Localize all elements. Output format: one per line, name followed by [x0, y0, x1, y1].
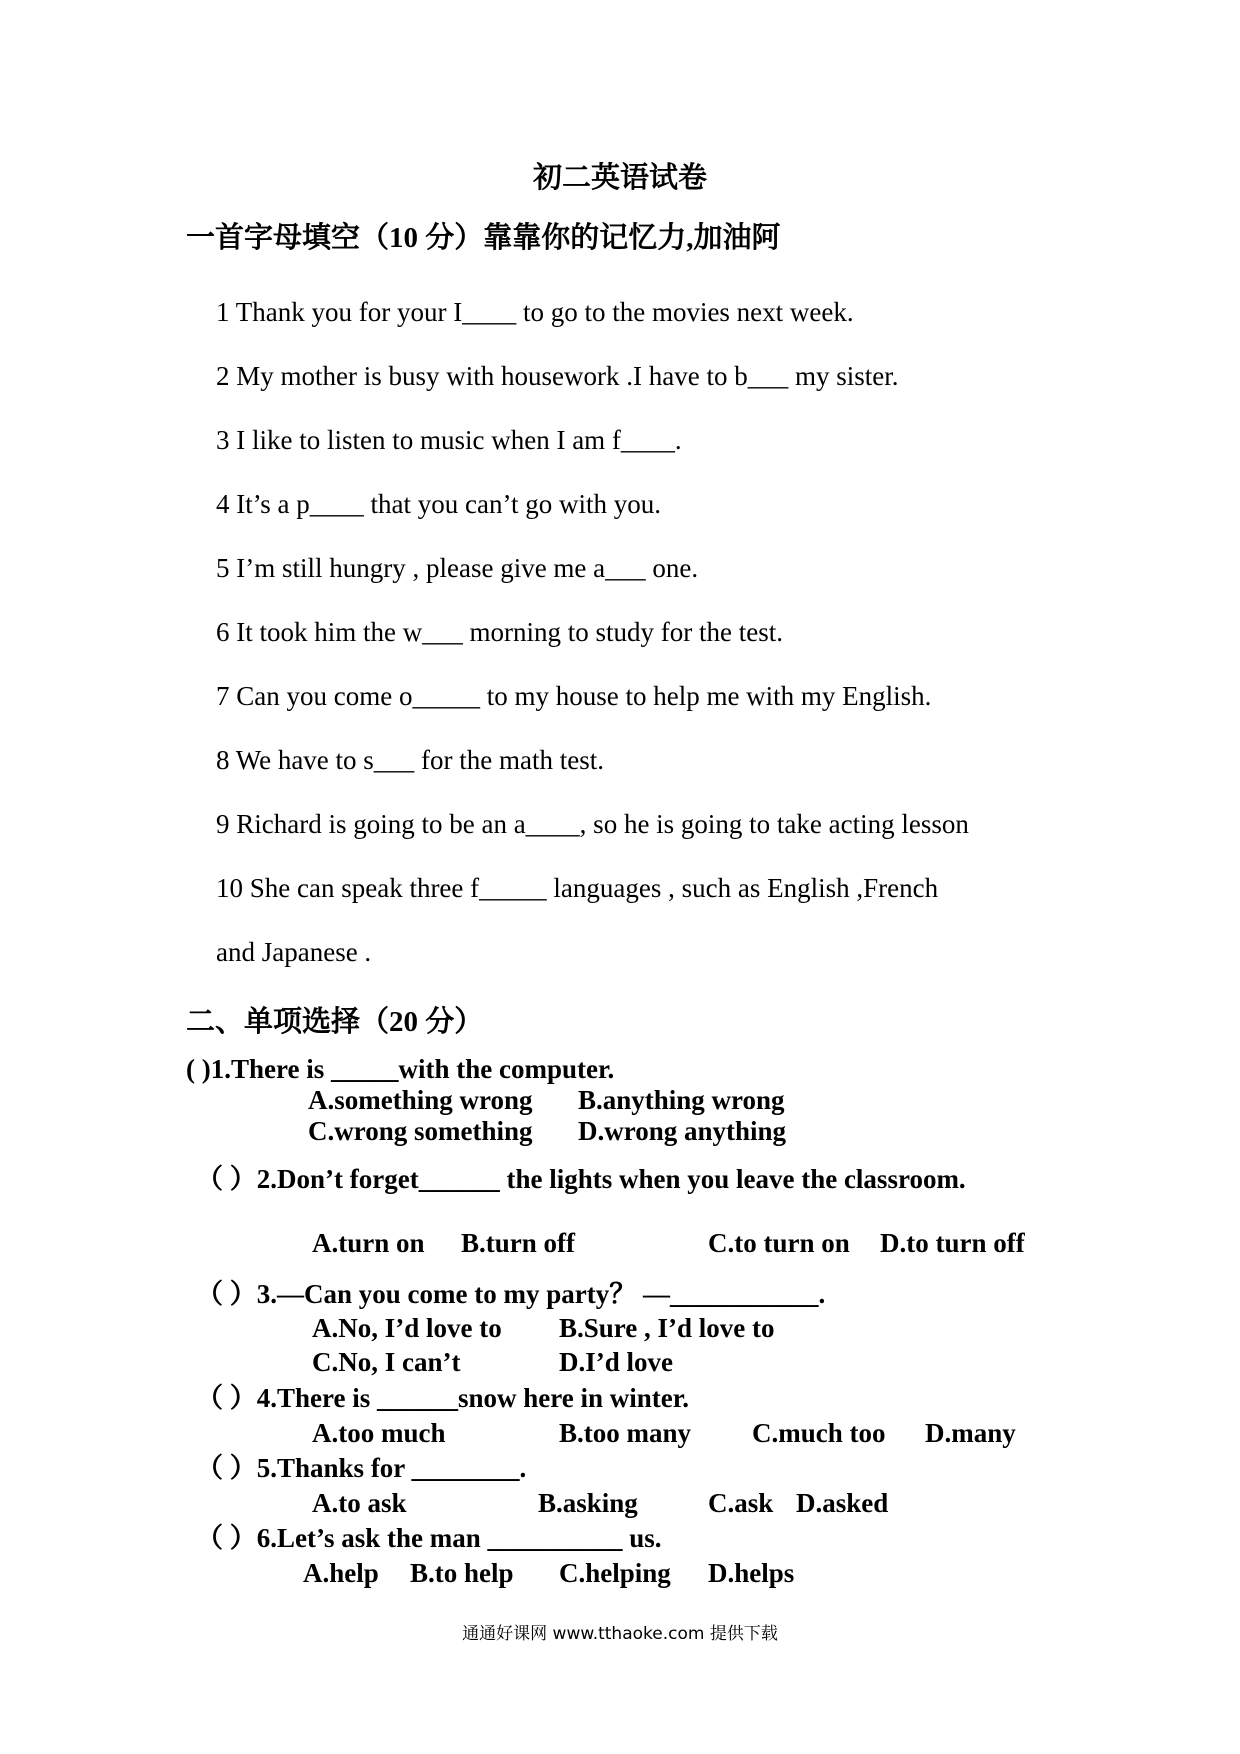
question-4-option-c: C.much too	[752, 1418, 886, 1448]
question-5-option-b: B.asking	[538, 1488, 638, 1518]
question-4-stem: （ ）4.There is ______snow here in winter.	[196, 1383, 690, 1413]
fill-item-3: 3 I like to listen to music when I am f____.	[216, 425, 682, 455]
question-5-option-d: D.asked	[796, 1488, 889, 1518]
fill-item-4: 4 It’s a p____ that you can’t go with you.	[216, 489, 661, 519]
question-4-option-b: B.too many	[559, 1418, 692, 1448]
question-1-option-b: B.anything wrong	[578, 1085, 785, 1115]
question-5-option-a: A.to ask	[312, 1488, 407, 1518]
fill-item-10-cont: and Japanese .	[216, 937, 372, 967]
question-1-option-c: C.wrong something	[308, 1116, 533, 1146]
fill-item-2: 2 My mother is busy with housework .I have to b___ my sister.	[216, 361, 899, 391]
question-4-option-d: D.many	[925, 1418, 1016, 1448]
fill-item-6: 6 It took him the w___ morning to study for the test.	[216, 617, 783, 647]
question-2-stem: （ ）2.Don’t forget______ the lights when you leave the classroom.	[196, 1164, 966, 1194]
question-3-option-d: D.I’d love	[559, 1347, 673, 1377]
question-2-option-c: C.to turn on	[708, 1228, 850, 1258]
page-title: 初二英语试卷	[532, 162, 707, 194]
fill-item-10: 10 She can speak three f_____ languages , such as English ,French	[216, 873, 939, 903]
question-5-option-c: C.ask	[708, 1488, 774, 1518]
question-2-option-a: A.turn on	[312, 1228, 425, 1258]
question-1-option-d: D.wrong anything	[578, 1116, 787, 1146]
question-6-option-c: C.helping	[559, 1558, 671, 1588]
question-2-option-b: B.turn off	[461, 1228, 575, 1258]
fill-item-7: 7 Can you come o_____ to my house to help me with my English.	[216, 681, 932, 711]
section1-heading: 一首字母填空（10 分）靠靠你的记忆力,加油阿	[186, 222, 781, 254]
question-3-stem: （ ）3.—Can you come to my party？ —___________.	[196, 1279, 826, 1309]
fill-item-1: 1 Thank you for your I____ to go to the movies next week.	[216, 297, 854, 327]
question-6-option-d: D.helps	[708, 1558, 795, 1588]
fill-item-9: 9 Richard is going to be an a____, so he is going to take acting lesson	[216, 809, 969, 839]
fill-item-5: 5 I’m still hungry , please give me a___ one.	[216, 553, 699, 583]
fill-item-8: 8 We have to s___ for the math test.	[216, 745, 604, 775]
question-1-stem: ( )1.There is _____with the computer.	[186, 1054, 615, 1084]
question-1-option-a: A.something wrong	[308, 1085, 533, 1115]
question-2-option-d: D.to turn off	[880, 1228, 1025, 1258]
question-5-stem: （ ）5.Thanks for ________.	[196, 1453, 527, 1483]
question-6-stem: （ ）6.Let’s ask the man __________ us.	[196, 1523, 662, 1553]
question-3-option-b: B.Sure , I’d love to	[559, 1313, 775, 1343]
question-6-option-a: A.help	[303, 1558, 379, 1588]
question-3-option-c: C.No, I can’t	[312, 1347, 461, 1377]
section2-heading: 二、单项选择（20 分）	[186, 1006, 484, 1038]
question-6-option-b: B.to help	[410, 1558, 514, 1588]
question-4-option-a: A.too much	[312, 1418, 446, 1448]
question-3-option-a: A.No, I’d love to	[312, 1313, 502, 1343]
footer-watermark: 通通好课网 www.tthaoke.com 提供下载	[462, 1624, 778, 1644]
